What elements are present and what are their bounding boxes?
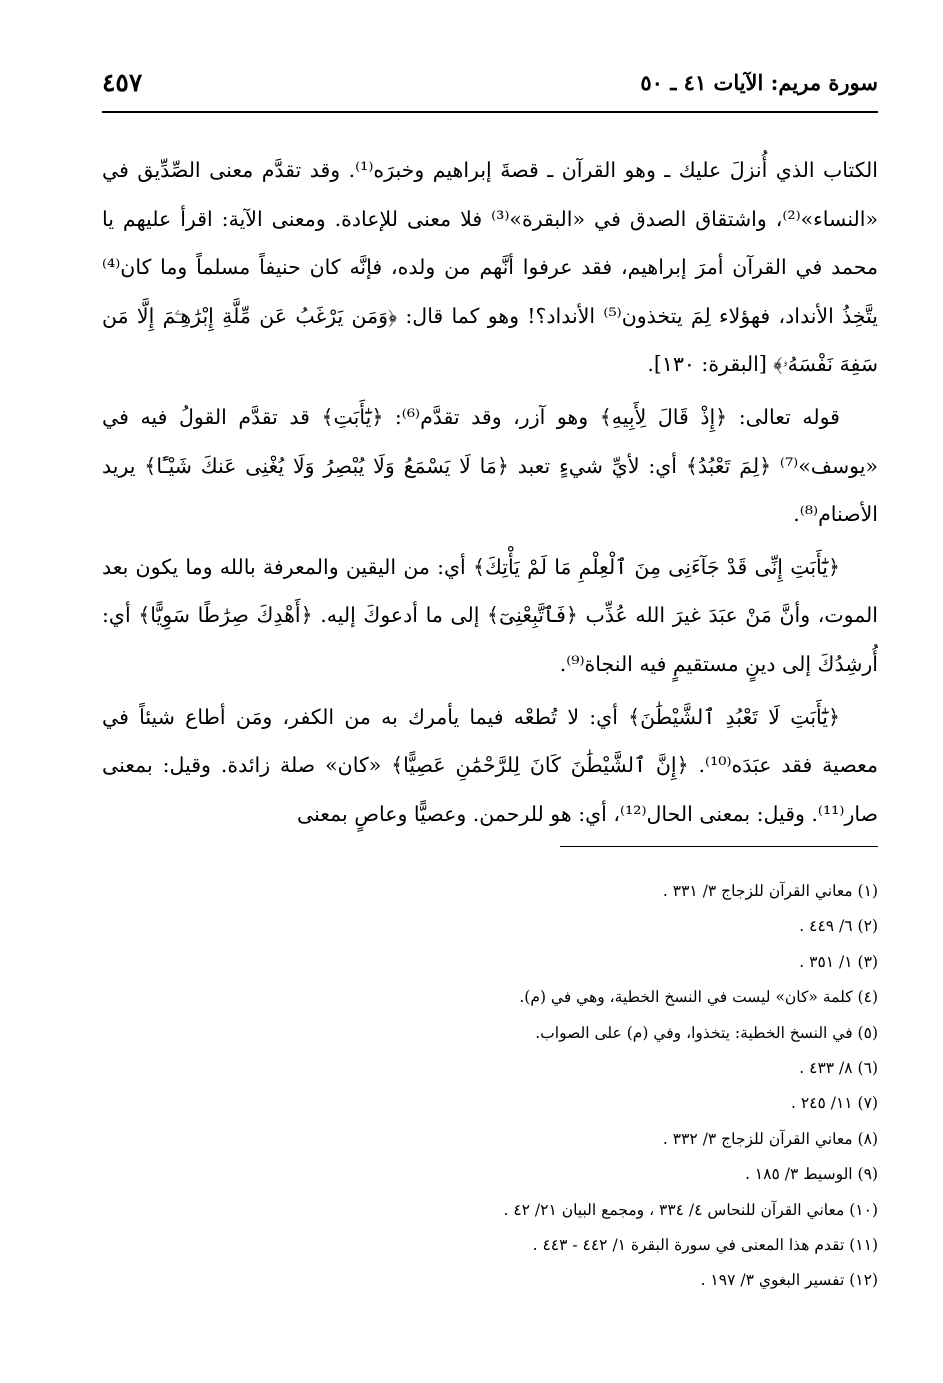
footnote-number: (١٢): [849, 1271, 878, 1290]
footnote-number: (٣): [857, 952, 878, 971]
footnote-text: ١/ ٣٥١ .: [799, 952, 853, 971]
paragraph: ﴿يَٰٓأَبَتِ إِنِّى قَدْ جَآءَنِى مِنَ ٱلْعِلْمِ مَا لَمْ يَأْتِكَ﴾ أي: من اليقين والمعرفة بالله وما يكون بعد الموت، وأنَّ مَنْ عبَدَ غيرَ الله عُذِّب ﴿فَٱتَّبِعْنِىٓ﴾ إلى ما أدعوكَ إليه. ﴿أَهْدِكَ صِرَٰطًا سَوِيًّا﴾ أي: أُرشِدُكَ إلى دينٍ مستقيمٍ فيه النجاة⁽⁹⁾.: [102, 554, 878, 676]
footnote-text: كلمة «كان» ليست في النسخ الخطية، وهي في (م).: [519, 988, 853, 1007]
footnote-item: [102, 1193, 878, 1228]
footnote-item: [102, 1157, 878, 1192]
footnote-number: (٧): [857, 1094, 878, 1113]
footnote-item: [102, 1051, 878, 1086]
footnote-item: [102, 980, 878, 1015]
footnote-text: ١١/ ٢٤٥ .: [790, 1094, 853, 1113]
footnote-number: (٢): [857, 917, 878, 936]
footnote-number: (٤): [857, 988, 878, 1007]
footnote-number: (١١): [849, 1236, 878, 1255]
footnote-item: [102, 1263, 878, 1298]
footnote-text: تفسير البغوي ٣/ ١٩٧ .: [700, 1271, 845, 1290]
page-number: ٤٥٧: [102, 68, 143, 97]
footnote-text: معاني القرآن للزجاج ٣/ ٣٣١ .: [662, 882, 853, 900]
footnote-text: ٦/ ٤٤٩ .: [799, 917, 853, 936]
footnote-text: ٨/ ٤٣٣ .: [799, 1059, 853, 1078]
footnote-text: معاني القرآن للنحاس ٤/ ٣٣٤ ، ومجمع البيان ٢١/ ٤٢ .: [503, 1200, 845, 1219]
footnote-text: في النسخ الخطية: يتخذوا، وفي (م) على الصواب.: [535, 1023, 853, 1042]
footnote-divider: [560, 846, 878, 847]
footnote-item: [102, 1122, 878, 1157]
footnote-text: تقدم هذا المعنى في سورة البقرة ١/ ٤٤٢ - ٤٤٣ .: [532, 1236, 845, 1255]
footnote-number: (٥): [857, 1023, 878, 1042]
footnote-item: [102, 874, 878, 909]
page-header: [102, 64, 878, 108]
footnote-text: الوسيط ٣/ ١٨٥ .: [744, 1165, 853, 1184]
footnote-item: [102, 945, 878, 980]
header-divider: [102, 111, 878, 113]
paragraph: قوله تعالى: ﴿إِذْ قَالَ لِأَبِيهِ﴾ وهو آزر، وقد تقدَّم⁽⁶⁾: ﴿يَٰٓأَبَتِ﴾ قد تقدَّم القولُ فيه في «يوسف»⁽⁷⁾ ﴿لِمَ تَعْبُدُ﴾ أي: لأيِّ شيءٍ تعبد ﴿مَا لَا يَسْمَعُ وَلَا يُبْصِرُ وَلَا يُغْنِى عَنكَ شَيْـًٔا﴾ يريد الأصنام⁽⁸⁾.: [102, 404, 878, 527]
footnote-number: (٩): [857, 1165, 878, 1184]
footnotes: [102, 874, 878, 1299]
footnote-item: [102, 1228, 878, 1263]
footnote-number: (١٠): [849, 1200, 878, 1219]
footnote-number: (١): [857, 882, 878, 900]
footnote-item: [102, 1016, 878, 1051]
footnote-number: (٨): [857, 1129, 878, 1148]
main-text: [102, 146, 878, 842]
footnote-text: معاني القرآن للزجاج ٣/ ٣٣٢ .: [662, 1129, 853, 1148]
footnote-item: [102, 909, 878, 944]
running-title: سورة مريم: الآيات ٤١ ـ ٥٠: [640, 70, 878, 95]
footnote-number: (٦): [857, 1059, 878, 1078]
paragraph: الكتاب الذي أُنزلَ عليك ـ وهو القرآن ـ قصةَ إبراهيم وخبرَه⁽¹⁾. وقد تقدَّم معنى الصِّدِّيق في «النساء»⁽²⁾، واشتقاق الصدق في «البقرة»⁽³⁾ فلا معنى للإعادة. ومعنى الآية: اقرأ عليهم يا محمد في القرآن أمرَ إبراهيم، فقد عرفوا أنَّهم من ولده، فإنَّه كان حنيفاً مسلماً وما كان⁽⁴⁾ يتَّخِذُ الأنداد، فهؤلاء لِمَ يتخذون⁽⁵⁾ الأنداد؟! وهو كما قال: ﴿وَمَن يَرْغَبُ عَن مِّلَّةِ إِبْرَٰهِـۧمَ إِلَّا مَن سَفِهَ نَفْسَهُۥ﴾ [البقرة: ١٣٠].: [102, 158, 878, 377]
footnote-item: [102, 1086, 878, 1121]
paragraph: ﴿يَٰٓأَبَتِ لَا تَعْبُدِ ٱلشَّيْطَٰنَ﴾ أي: لا تُطعْه فيما يأمرك به من الكفر، ومَن أطاع شيئاً في معصية فقد عبَدَه⁽¹⁰⁾. ﴿إِنَّ ٱلشَّيْطَٰنَ كَانَ لِلرَّحْمَٰنِ عَصِيًّا﴾ «كان» صلة زائدة. وقيل: بمعنى صار⁽¹¹⁾. وقيل: بمعنى الحال⁽¹²⁾، أي: هو للرحمن. وعصيًّا وعاصٍ بمعنى: [102, 704, 878, 826]
